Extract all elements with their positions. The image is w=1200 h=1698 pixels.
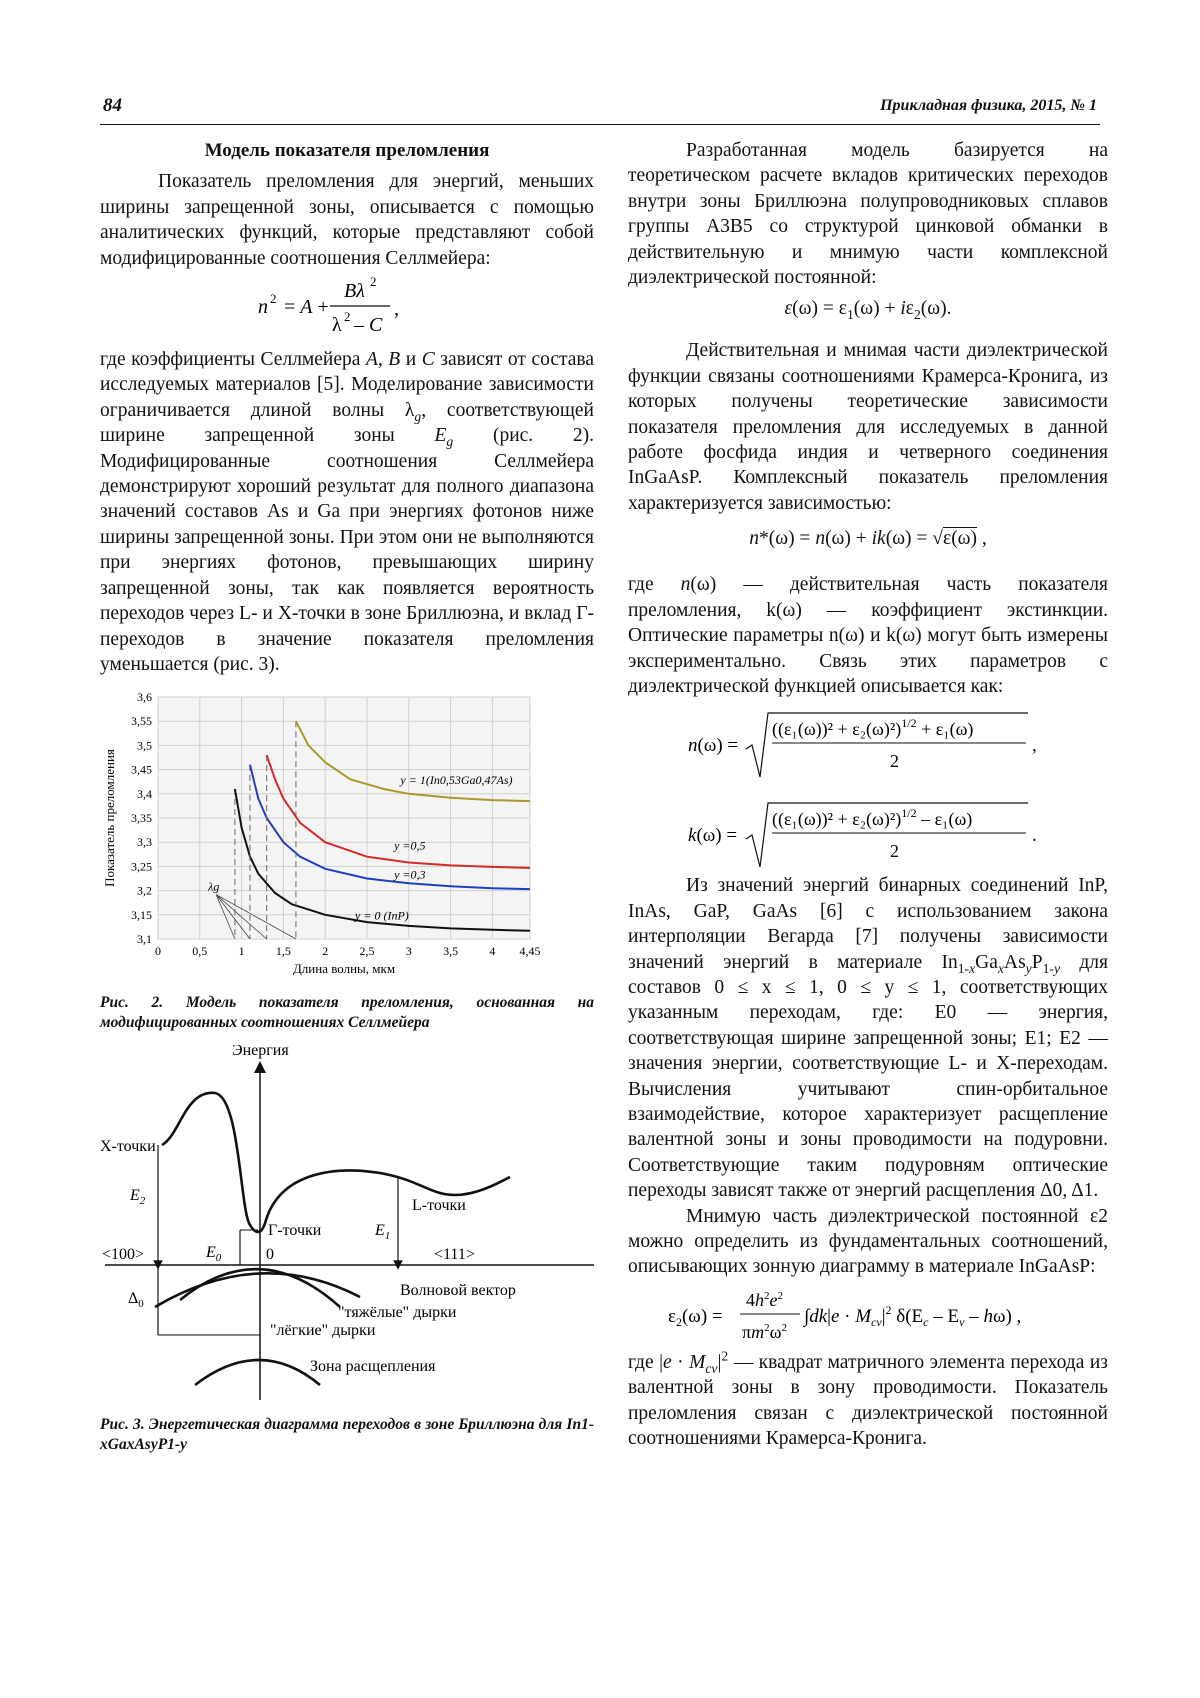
right-paragraph-4: Из значений энергий бинарных соединений InP, InAs, GaP, GaAs [6] с использованием закона интерполяции Вегарда [7] получены зависимости значений энергий в материале $In_{1-x}Ga_xAs_yP_{1-y}$ для составов 0 ≤ x ≤ 1, 0 ≤ y ≤ 1, соответствующих указанным переходам, где: E0 — энергия, соответствующая ширине запрещенной зоны; E1; E2 — значения энергии, соответствующие L- и X-переходам. Вычисления учитывают спин-орбитальное взаимодействие, которое характеризует расщепление валентной зоны и зоны проводимости на подуровни. Соответствующие таким подуровням оптические переходы зависят также от энергий расщепления Δ0, Δ1. [628,875,1109,1202]
delta0-label: $\Delta_0$ [128,1290,144,1311]
l-points-label: L-точки [412,1197,466,1215]
series-label: y =0,3 [394,867,426,882]
y-tick-label: 3,15 [131,908,152,923]
direction-100-label: <100> [102,1246,145,1264]
sellmeier-formula [100,271,594,347]
x-tick-label: 3 [405,944,412,959]
svg-text:,: , [394,298,399,321]
complex-index-formula: n*(ω) = n(ω) + ik(ω) = √ε(ω) , [749,528,987,550]
figure-3-caption: Рис. 3. Энергетическая диаграмма переходов в зоне Бриллюэна для In1-xGaxAsyP1-y [100,1416,594,1454]
y-tick-label: 3,25 [131,859,152,874]
energy-label: Энергия [232,1045,289,1060]
svg-text:n(ω) =: n(ω) = [688,735,739,757]
y-tick-label: 3,3 [137,835,152,850]
split-off-band [195,1360,320,1385]
svg-text:Bλ: Bλ [344,280,365,303]
series-label: y = 0 (InP) [355,908,409,923]
e0-label: $E_0$ [206,1244,222,1265]
body-text-2: зависят от состава исследуемых материалов [5]. Моделирование зависимости ограничивается длиной волны [100,349,595,421]
svg-text:n: n [258,296,268,319]
gamma-points-label: Г-точки [268,1222,322,1240]
svg-text:2: 2 [890,751,899,772]
svg-text:2: 2 [344,309,351,325]
y-tick-label: 3,4 [137,787,152,802]
x-tick-label: 4 [489,944,496,959]
sellmeier-formula-svg [100,271,594,347]
y-tick-label: 3,45 [131,762,152,777]
svg-text:∫dk|e · Mcv|2 δ(Ec – Ev – hω): $\int dk|e \cdot M_{cv}|^2$ $\delta(E_c - E_v - h\omega)$ , [804,1302,1022,1329]
band-diagram [100,1045,594,1415]
n-k-formulas-svg [628,699,1108,867]
svg-text:2: 2 [370,274,377,290]
x-tick-label: 3,5 [443,944,459,959]
left-column [100,138,594,1455]
right-paragraph-5: Мнимую часть диэлектрической постоянной ε2 можно определить из фундаментальных соотношений, описывающих зонную диаграмму в материале InGaAsP: [628,1205,1108,1278]
x-tick-label: 2 [322,944,329,959]
x-tick-label: 4,45 [519,944,541,959]
svg-text:((ε₁(ω))² + ε₂(ω)²)1/2 + ε₁(ω): $((\varepsilon_1(\omega))^2 + \varepsilon_2(\omega)^2)^{1/2} + \varepsilon_1(\omega)$ [772,716,974,740]
header-rule [100,124,1100,125]
svg-text:.: . [1032,825,1037,847]
figure-2-caption: Рис. 2. Модель показателя преломления, основанная на модифицированных соотношениях Селлмейера [100,994,594,1032]
svg-text:πm2ω2: $\pi m^2\omega^2$ [742,1321,787,1342]
e2-label: $E_2$ [130,1187,146,1208]
y-tick-label: 3,5 [137,738,152,753]
series-label: y =0,5 [394,838,426,853]
x-tick-label: 2,5 [359,944,375,959]
x-tick-label: 1 [238,944,245,959]
series-label: y = 1(In0,53Ga0,47As) [400,773,513,788]
origin-label: 0 [266,1246,274,1264]
direction-111-label: <111> [434,1246,475,1264]
svg-text:λ: λ [332,314,342,337]
x-tick-label: 1,5 [275,944,291,959]
svg-text:– C: – C [354,314,383,337]
light-holes-label: "лёгкие" дырки [270,1322,376,1340]
lambda-g-label: λg [208,879,220,894]
right-paragraph-6: где $|e \cdot M_{cv}|^2$ — квадрат матричного элемента перехода из валентной зоны в зону проводимости. Показатель преломления связан с диэлектрической постоянной соотношениями Крамерса-Кронига. [628,1348,1108,1450]
epsilon-formula: $\varepsilon(\omega) = \varepsilon_1(\omega) + i\varepsilon_2(\omega)$. [784,298,952,323]
n-k-formulas [628,699,1108,867]
figure-2 [100,689,594,989]
y-axis-label: Показатель преломления [102,749,117,888]
heavy-hole-band [155,1274,360,1308]
page-number: 84 [103,95,122,116]
x-tick-label: 0,5 [192,944,208,959]
svg-text:,: , [1032,735,1037,757]
svg-text:2: 2 [270,291,277,307]
body-text-3: , соответствующей ширине запрещенной зоны [100,399,594,447]
svg-text:k(ω) =: k(ω) = [688,825,738,847]
svg-text:ε2(ω) =: $\varepsilon_2(\omega)$ = [668,1305,723,1329]
body-paragraph: где коэффициенты Селлмейера A, B и C зависят от состава исследуемых материалов [5]. Моделирование зависимости ограничивается длиной волны $\lambda_g$, соответствующей ширине запрещенной зоны $E_g$ (рис. 2). Модифицированные соотношения Селлмейера демонстрируют хороший результат для полного диапазона значений составов As и Ga при энергиях фотонов ниже ширины запрещенной зоны. При этом они не выполняются при энергиях фотонов, превышающих ширину запрещенной зоны, так как появляется вероятность переходов через L- и X-точки в зоне Бриллюэна, и вклад Г-переходов в значение показателя преломления уменьшается (рис. 3). [100,349,595,675]
intro-paragraph: Показатель преломления для энергий, меньших ширины запрещенной зоны, описывается с помощью аналитических функций, которые представляют собой модифицированные соотношения Селлмейера: [100,171,594,269]
split-off-label: Зона расщепления [310,1358,436,1376]
y-tick-label: 3,35 [131,811,152,826]
svg-text:= A +: = A + [284,296,329,319]
y-tick-label: 3,1 [137,932,152,947]
epsilon2-formula-svg [628,1280,1108,1350]
wave-vector-label: Волновой вектор [400,1282,516,1300]
right-paragraph-2: Действительная и мнимая части диэлектрической функции связаны соотношениями Крамерса-Кронига, из которых получены теоретические зависимости показателя преломления для исследуемых в данной работе фосфида индия и четверного соединения InGaAsP. Комплексный показатель преломления характеризуется зависимостью: [628,340,1108,514]
body-text-4: (рис. 2). Модифицированные соотношения Селлмейера демонстрируют хороший результат для полного диапазона значений составов As и Ga при энергиях фотонов ниже ширины запрещенной зоны. При этом они не выполняются при энергиях фотонов, превышающих ширину запрещенной зоны, так как появляется вероятность переходов через L- и X-точки в зоне Бриллюэна, и вклад Г-переходов в значение показателя преломления уменьшается (рис. 3). [100,425,595,675]
x-axis-label: Длина волны, мкм [292,961,396,977]
body-text-1: где коэффициенты Селлмейера [100,349,361,371]
y-tick-label: 3,6 [137,690,152,705]
right-column [628,138,1108,1451]
x-points-label: X-точки [100,1138,156,1156]
figure-3 [100,1045,594,1415]
right-paragraph-3: где n(ω) — действительная часть показателя преломления, k(ω) — коэффициент экстинкции. Оптические параметры n(ω) и k(ω) могут быть измерены экспериментально. Связь этих параметров с диэлектрической функцией описывается как: [628,574,1108,697]
svg-text:((ε₁(ω))² + ε₂(ω)²)1/2 – ε₁(ω): $((\varepsilon_1(\omega))^2 + \varepsilon_2(\omega)^2)^{1/2} - \varepsilon_1(\omega)$ [772,806,973,830]
e1-label: $E_1$ [375,1222,391,1243]
section-title: Модель показателя преломления [204,140,490,161]
journal-title: Прикладная физика, 2015, № 1 [880,97,1097,114]
svg-text:4h2e2: $4h^2e^2$ [746,1289,783,1310]
x-tick-label: 0 [155,944,161,959]
y-tick-label: 3,2 [137,883,152,898]
y-tick-label: 3,55 [131,714,152,729]
right-paragraph-1: Разработанная модель базируется на теоретическом расчете вкладов критических переходов внутри зоны Бриллюэна полупроводниковых сплавов группы A3B5 со структурой цинковой обманки в действительную и мнимую части комплексной диэлектрической постоянной: [628,140,1108,289]
svg-text:2: 2 [890,841,899,862]
heavy-holes-label: "тяжёлые" дырки [338,1304,457,1322]
refractive-index-chart [100,689,594,989]
epsilon2-formula [628,1280,1108,1350]
